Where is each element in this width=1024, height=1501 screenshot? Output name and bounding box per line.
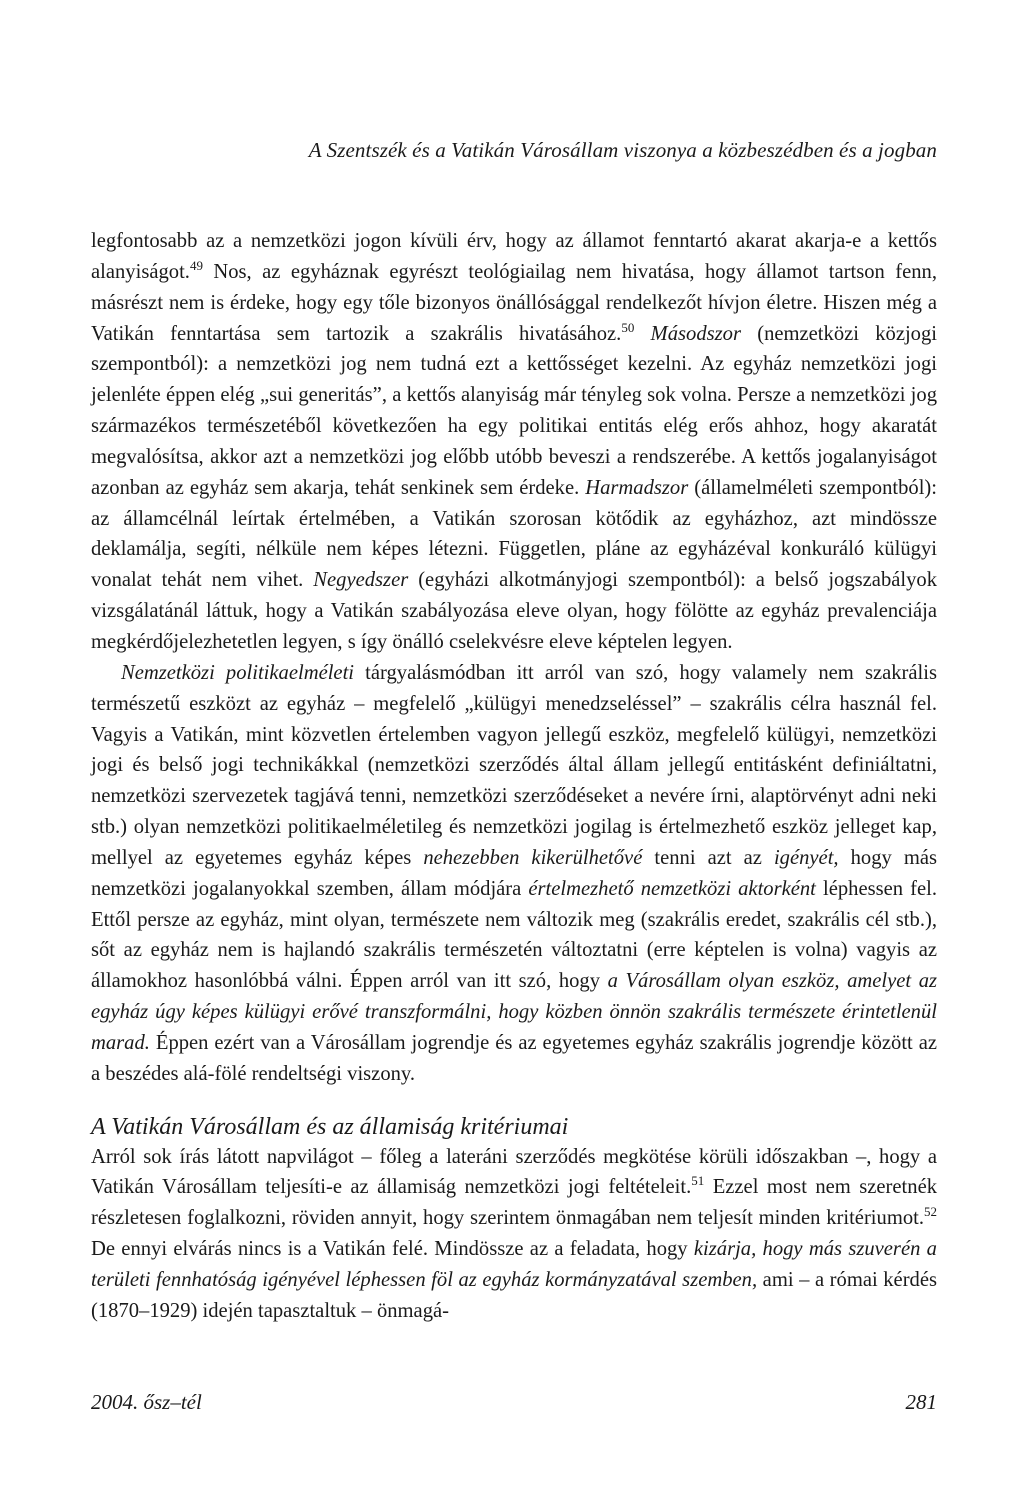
p1-italic-harmadszor: Harmadszor bbox=[585, 476, 689, 499]
p1-italic-negyedszer: Negyedszer bbox=[313, 569, 409, 592]
p2-text-2: tenni azt az bbox=[642, 846, 774, 869]
p3-text-2: Ezzel most nem szeretnék részletesen foglalkozni, röviden annyit, hogy szerintem önmagában nem teljesít minden kritériumot. bbox=[91, 1176, 938, 1230]
p2-italic-3: igényét, bbox=[773, 846, 839, 869]
paragraph-3 bbox=[91, 1142, 937, 1327]
footnote-ref-49[interactable]: 49 bbox=[189, 257, 203, 273]
p2-italic-4: értelmezhető nemzetközi aktorként bbox=[528, 877, 816, 900]
p2-italic-5: a Városállam olyan eszköz, amelyet az egyház úgy képes külügyi erővé transzformálni, hogy közben önnön szakrális természete érintetlenül marad. bbox=[91, 970, 937, 1054]
footnote-ref-51[interactable]: 51 bbox=[691, 1173, 705, 1189]
p1-text-5: (egyházi alkotmányjogi szempontból): a belső jogszabályok vizsgálatánál láttuk, hogy a Vatikán szabályozása eleve olyan, hogy fölötte az egyház prevalenciája megkérdőjelezhetetlen legyen, s így önálló cselekvésre eleve képtelen legyen. bbox=[91, 569, 937, 653]
body-text bbox=[91, 226, 937, 1327]
p2-italic-2: nehezebben kikerülhetővé bbox=[423, 846, 643, 869]
p2-italic-1: Nemzetközi politikaelméleti bbox=[121, 661, 355, 684]
p2-text-4: léphessen fel. Ettől persze az egyház, mint olyan, természete nem változik meg (szakrális eredet, szakrális cél stb.), sőt az egyház nem is hajlandó szakrális természetén változtatni (erre képtelen is volna) vagyis az államokhoz hasonlóbbá válni. Éppen arról van itt szó, hogy bbox=[91, 877, 937, 993]
p3-text-3: De ennyi elvárás nincs is a Vatikán felé. Mindössze az a feladata, hogy bbox=[91, 1238, 694, 1261]
p1-text-4: (államelméleti szempontból): az államcélnál leírtak értelmében, a Vatikán szorosan kötődik az egyházhoz, azt mindössze deklamálja, segíti, nélküle nem képes létezni. Független, pláne az egyházéval konkuráló külügyi vonalat tehát nem vihet. bbox=[91, 476, 937, 592]
issue-label: 2004. ősz–tél bbox=[91, 1390, 202, 1414]
p2-text-1: tárgyalásmódban itt arról van szó, hogy valamely nem szakrális természetű eszközt az egyház – megfelelő „külügyi menedzseléssel” – szakrális célra használ fel. Vagyis a Vatikán, mint közvetlen értelemben vagyon jellegű eszköz, megfelelő külügyi, nemzetközi jogi és belső jogi technikákkal (nemzetközi szerződés által állam jellegű entitásként definiáltatni, nemzetközi szervezetek tagjává tenni, nemzetközi szerződéseket a nevére írni, alaptörvényt adni neki stb.) olyan nemzetközi politikaelméletileg és nemzetközi jogilag is értelmezhető eszköz jelleget kap, mellyel az egyetemes egyház képes bbox=[91, 661, 938, 869]
p1-text-1: legfontosabb az a nemzetközi jogon kívüli érv, hogy az államot fenntartó akarat akarja-e a kettős alanyiságot. bbox=[91, 230, 937, 283]
page-footer bbox=[91, 1390, 937, 1415]
running-head: A Szentszék és a Vatikán Városállam viszonya a közbeszédben és a jogban bbox=[308, 138, 937, 162]
p3-text-1: Arról sok írás látott napvilágot – főleg a lateráni szerződés megkötése körüli időszakban –, hogy a Vatikán Városállam teljesíti-e az államiság nemzetközi jogi feltételeit. bbox=[91, 1145, 937, 1199]
p3-text-4: ami – a római kérdés (1870–1929) idején tapasztaltuk – önmagá- bbox=[91, 1269, 938, 1322]
paragraph-1 bbox=[91, 226, 937, 658]
p1-text-2: Nos, az egyháznak egyrészt teológiailag nem hivatása, hogy államot tartson fenn, másrészt nem is érdeke, hogy egy tőle bizonyos önállósággal rendelkezőt hívjon életre. Hiszen még a Vatikán fenntartása sem tartozik a szakrális hivatásához. bbox=[91, 260, 937, 345]
p3-italic-1: kizárja, hogy más szuverén a területi fennhatóság igényével léphessen föl az egyház kormányzatával szemben, bbox=[91, 1238, 937, 1291]
p1-text-3: (nemzetközi közjogi szempontból): a nemzetközi jog nem tudná ezt a kettősséget kezelni. Az egyház nemzetközi jogi jelenléte éppen elég „sui generitás”, a kettős alanyiság már tényleg sok volna. Persze a nemzetközi jog származékos természetéből következően ha egy politikai entitás elég erős ahhoz, hogy akaratát megvalósítsa, akkor azt a nemzetközi jog előbb utóbb beveszi a rendszerébe. A kettős jogalanyiságot azonban az egyház sem akarja, tehát senkinek sem érdeke. bbox=[91, 322, 937, 499]
page-number: 281 bbox=[905, 1390, 937, 1414]
p2-text-5: Éppen ezért van a Városállam jogrendje és az egyetemes egyház szakrális jogrendje között az a beszédes alá-fölé rendeltségi viszony. bbox=[91, 1031, 937, 1085]
footnote-ref-52[interactable]: 52 bbox=[924, 1204, 937, 1220]
paragraph-2 bbox=[91, 658, 937, 1090]
p2-text-3: hogy más nemzetközi jogalanyokkal szemben, állam módjára bbox=[91, 846, 937, 900]
footnote-ref-50[interactable]: 50 bbox=[621, 319, 635, 335]
section-heading: A Vatikán Városállam és az államiság kritériumai bbox=[91, 1113, 569, 1140]
p1-italic-masodszor: Másodszor bbox=[634, 322, 741, 345]
